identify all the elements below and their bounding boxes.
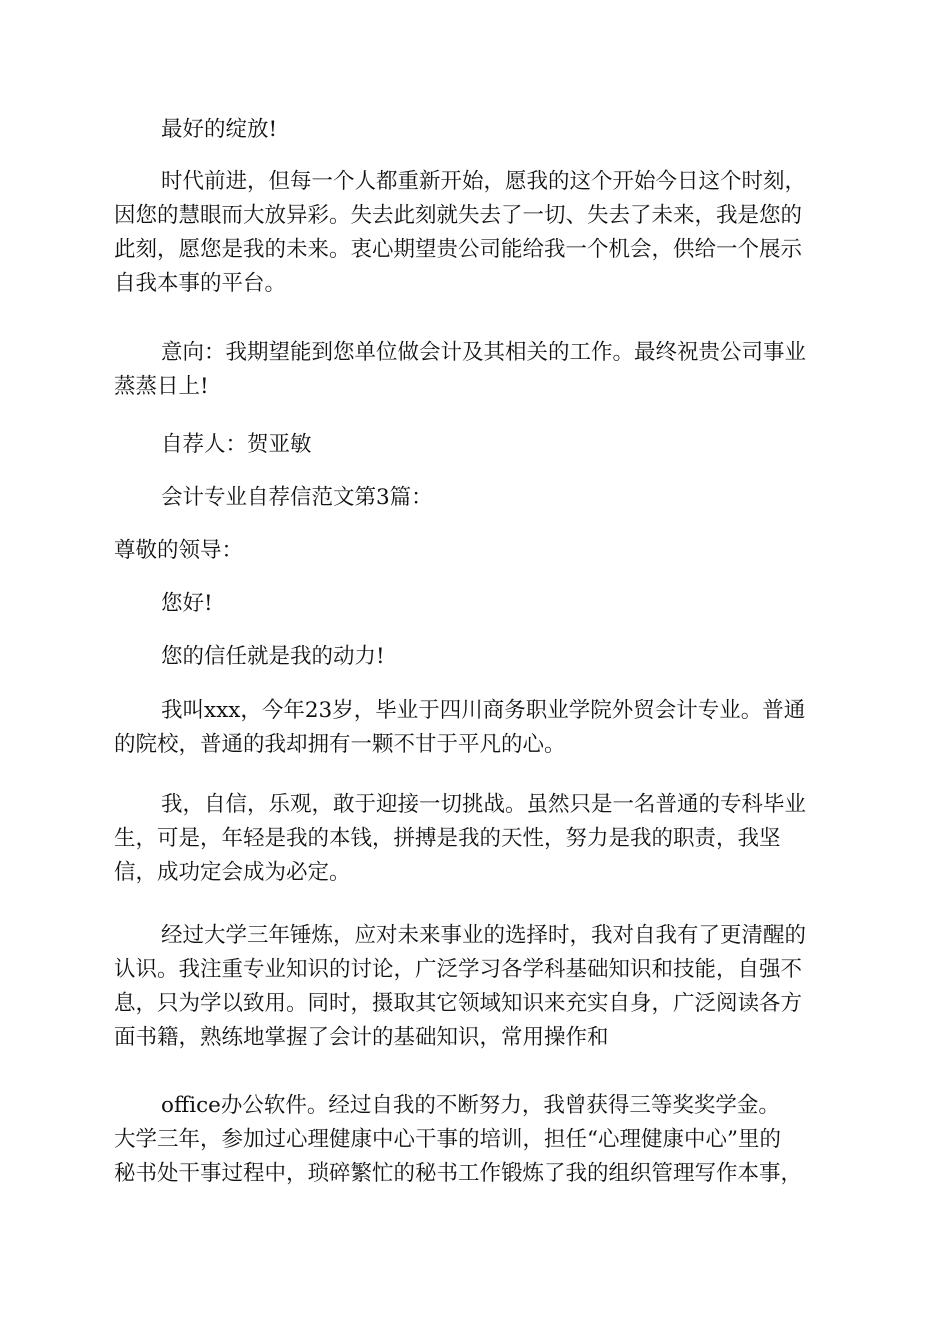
text-line: 您的信任就是我的动力! — [161, 644, 385, 669]
greeting — [114, 587, 844, 621]
paragraph-intention — [114, 336, 844, 404]
text-line: 信，成功定会成为必定。 — [114, 860, 351, 885]
text-line: 最好的绽放! — [161, 117, 278, 142]
paragraph-signature — [114, 428, 844, 462]
text-line: 息，只为学以致用。同时，摄取其它领域知识来充实自身，广泛阅读各方 — [114, 991, 803, 1016]
text-line: 您好! — [161, 591, 213, 616]
text-line: 意向：我期望能到您单位做会计及其相关的工作。最终祝贵公司事业 — [161, 340, 807, 365]
text-line: 因您的慧眼而大放异彩。失去此刻就失去了一切、失去了未来，我是您的 — [114, 203, 803, 228]
paragraph-experience — [114, 1089, 844, 1191]
text-line: 蒸蒸日上! — [114, 374, 209, 399]
text-line: 此刻，愿您是我的未来。衷心期望贵公司能给我一个机会，供给一个展示 — [114, 237, 803, 262]
text-line: 自我本事的平台。 — [114, 271, 287, 296]
paragraph-confidence — [114, 788, 844, 890]
text-line: 认识。我注重专业知识的讨论，广泛学习各学科基础知识和技能，自强不 — [114, 957, 803, 982]
text-line: 会计专业自荐信范文第3篇： — [161, 485, 433, 510]
text-line: 的院校，普通的我却拥有一颗不甘于平凡的心。 — [114, 732, 566, 757]
text-line: 我叫xxx，今年23岁，毕业于四川商务职业学院外贸会计专业。普通 — [161, 698, 806, 723]
text-line: 时代前进，但每一个人都重新开始，愿我的这个开始今日这个时刻， — [161, 169, 807, 194]
text-line: 秘书处干事过程中，琐碎繁忙的秘书工作锻炼了我的组织管理写作本事， — [114, 1161, 803, 1186]
paragraph-future-wish — [114, 165, 844, 301]
text-line: 自荐人：贺亚敏 — [161, 432, 312, 457]
text-line: 生，可是，年轻是我的本钱，拼搏是我的天性，努力是我的职责，我坚 — [114, 826, 781, 851]
text-line: 经过大学三年锤炼，应对未来事业的选择时，我对自我有了更清醒的 — [161, 923, 807, 948]
text-line: office办公软件。经过自我的不断努力，我曾获得三等奖奖学金。 — [161, 1093, 780, 1118]
text-line: 尊敬的领导： — [114, 538, 244, 563]
paragraph-closing-line — [114, 113, 844, 147]
text-line: 我，自信，乐观，敢于迎接一切挑战。虽然只是一名普通的专科毕业 — [161, 792, 807, 817]
text-line: 面书籍，熟练地掌握了会计的基础知识，常用操作和 — [114, 1025, 609, 1050]
section-heading — [114, 481, 844, 515]
salutation — [114, 534, 844, 568]
paragraph-education — [114, 919, 844, 1055]
text-line: 大学三年，参加过心理健康中心干事的培训，担任“心理健康中心”里的 — [114, 1127, 781, 1152]
paragraph-introduction — [114, 694, 844, 762]
paragraph-trust — [114, 640, 844, 674]
